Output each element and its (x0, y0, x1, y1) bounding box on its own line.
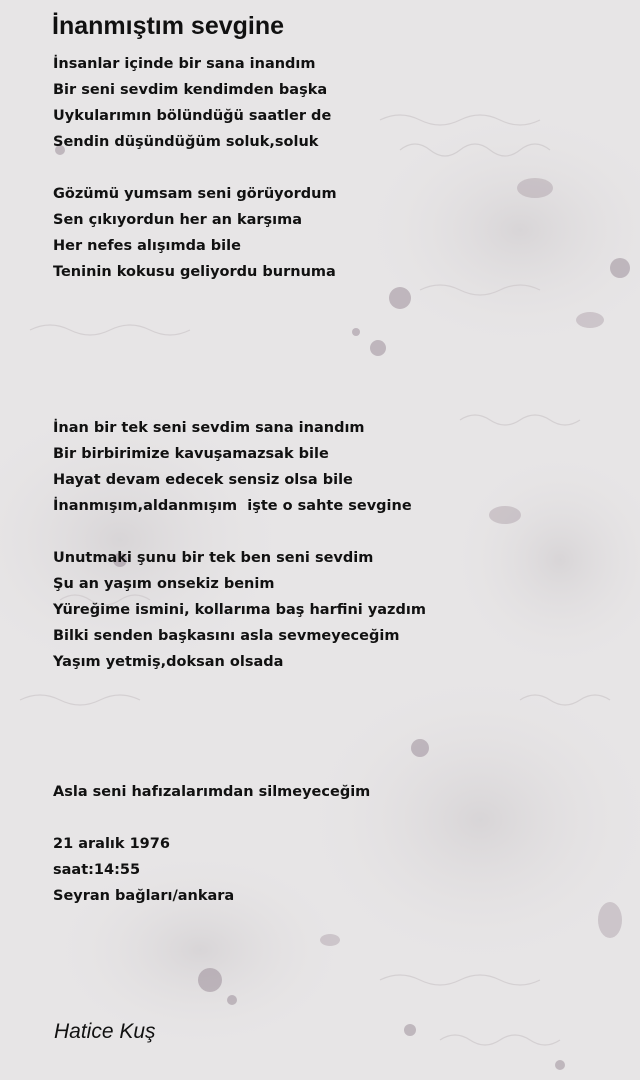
poem-line: Yaşım yetmiş,doksan olsada (53, 654, 284, 670)
stanza-break (53, 727, 613, 753)
poem-line: saat:14:55 (53, 862, 141, 878)
poem-line: 21 aralık 1976 (53, 836, 170, 852)
poem-line: Teninin kokusu geliyordu burnuma (53, 264, 336, 280)
stanza-break (53, 753, 613, 779)
stanza-break (53, 675, 613, 701)
poem-line: Uykularımın bölündüğü saatler de (53, 108, 332, 124)
stanza-break (53, 519, 613, 545)
stanza-break (53, 701, 613, 727)
poem-line: Yüreğime ismini, kollarıma baş harfini yazdım (53, 602, 426, 618)
poem-line: Asla seni hafızalarımdan silmeyeceğim (53, 784, 371, 800)
stanza-break (53, 311, 613, 337)
poem-line: Unutmaki şunu bir tek ben seni sevdim (53, 550, 374, 566)
stanza-break (53, 389, 613, 415)
poem-author: Hatice Kuş (54, 1020, 156, 1043)
poem-line: Sen çıkıyordun her an karşıma (53, 212, 303, 228)
stanza-break (53, 363, 613, 389)
poem-line: Seyran bağları/ankara (53, 888, 235, 904)
poem-line: İnanmışım,aldanmışım işte o sahte sevgine (53, 498, 412, 514)
stanza-break (53, 337, 613, 363)
poem-line: Bir birbirimize kavuşamazsak bile (53, 446, 329, 462)
stanza-break (53, 285, 613, 311)
poem-line: İnan bir tek seni sevdim sana inandım (53, 420, 365, 436)
stanza-break (53, 805, 613, 831)
poem-line: Sendin düşündüğüm soluk,soluk (53, 134, 319, 150)
stanza-break (53, 155, 613, 181)
poem-title: İnanmıştım sevgine (52, 12, 285, 40)
poem-line: Her nefes alışımda bile (53, 238, 241, 254)
poem-line: Bir seni sevdim kendimden başka (53, 82, 328, 98)
poem-line: İnsanlar içinde bir sana inandım (53, 56, 316, 72)
poem-line: Gözümü yumsam seni görüyordum (53, 186, 337, 202)
poem-body (53, 51, 613, 909)
poem-line: Hayat devam edecek sensiz olsa bile (53, 472, 353, 488)
poem-line: Şu an yaşım onsekiz benim (53, 576, 275, 592)
poem-line: Bilki senden başkasını asla sevmeyeceğim (53, 628, 400, 644)
